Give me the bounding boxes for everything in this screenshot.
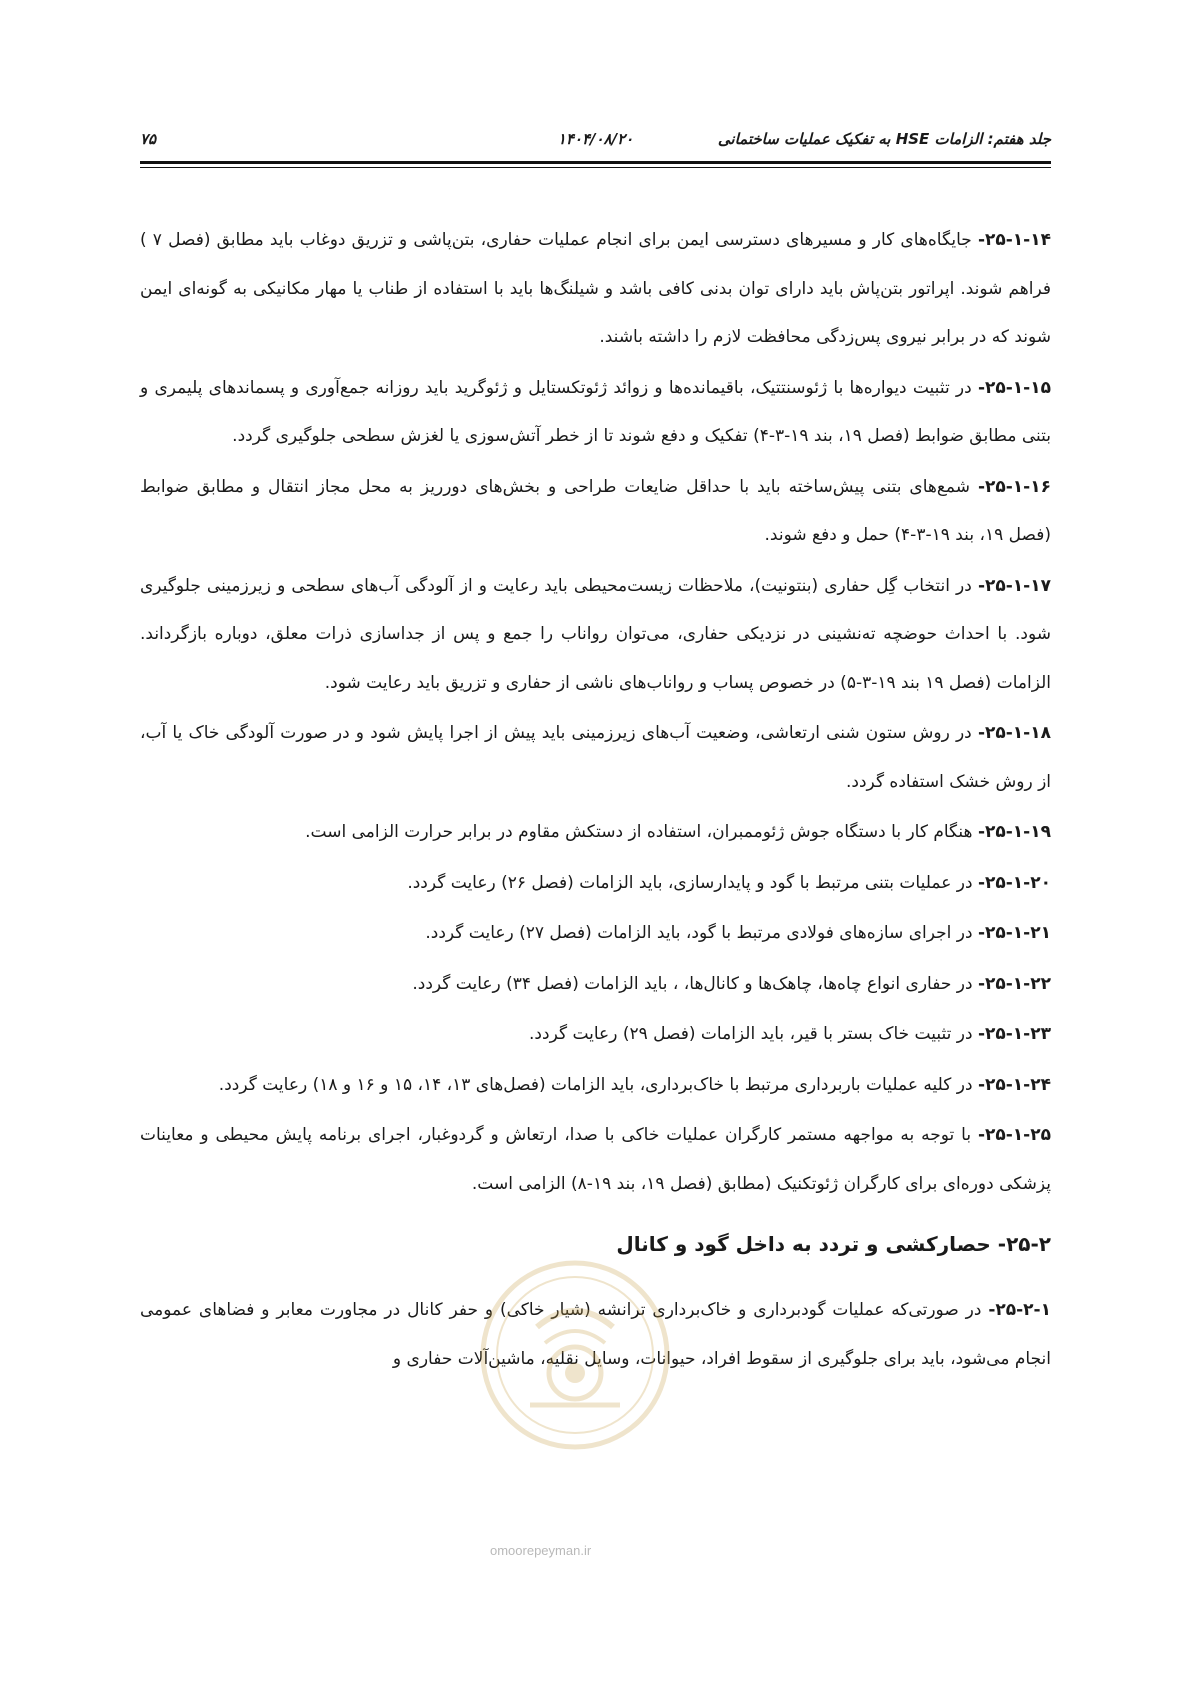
clause-number: ۲۵-۱-۲۴-: [977, 1074, 1051, 1095]
section-heading: ۲۵-۲- حصارکشی و تردد به داخل گود و کانال: [616, 1232, 1051, 1256]
clause-number: ۲۵-۱-۲۵-: [977, 1125, 1051, 1145]
clause-number: ۲۵-۱-۱۶-: [977, 476, 1051, 497]
paragraph-25-1-22: [140, 960, 1051, 1009]
clause-text: شمع‌های بتنی پیش‌ساخته باید با حداقل ضایعات طراحی و بخش‌های دورریز به محل مجاز انتقال و مطابق ضوابط (فصل ۱۹، بند ۱۹-۳-۴) حمل و دفع شوند.: [140, 476, 1051, 545]
paragraph-25-1-20: [140, 859, 1051, 908]
clause-text: با توجه به مواجهه مستمر کارگران عملیات خاکی با صدا، ارتعاش و گردوغبار، اجرای برنامه پایش محیطی و معاینات پزشکی دوره‌ای برای کارگران ژئوتکنیک (مطابق (فصل ۱۹، بند ۱۹-۸) الزامی است.: [140, 1125, 1051, 1194]
clause-text: در اجرای سازه‌های فولادی مرتبط با گود، باید الزامات (فصل ۲۷) رعایت گردد.: [425, 923, 978, 943]
paragraph-25-1-18: [140, 709, 1051, 806]
clause-number: ۲۵-۱-۱۷-: [977, 575, 1051, 596]
paragraph-25-1-24: [140, 1061, 1051, 1110]
document-body: [140, 216, 1051, 1385]
clause-number: ۲۵-۱-۲۱-: [977, 923, 1051, 943]
watermark-site-text: omoorepeyman.ir: [490, 1543, 592, 1558]
paragraph-25-1-19: [140, 808, 1051, 857]
clause-number: ۲۵-۱-۲۳-: [977, 1024, 1051, 1044]
clause-text: در صورتی‌که عملیات گودبرداری و خاک‌برداری ترانشه (شیار خاکی) و حفر کانال در مجاورت معابر و فضاهای عمومی انجام می‌شود، باید برای جلوگیری از سقوط افراد، حیوانات، وسایل نقلیه، ماشین‌آلات حفاری و: [140, 1300, 1051, 1369]
clause-number: ۲۵-۲-۱-: [988, 1300, 1051, 1320]
paragraph-25-2-1: [140, 1286, 1051, 1383]
header-rule-thin: [140, 167, 1051, 168]
clause-number: ۲۵-۱-۱۵-: [977, 377, 1051, 398]
clause-text: هنگام کار با دستگاه جوش ژئوممبران، استفاده از دستکش مقاوم در برابر حرارت الزامی است.: [305, 822, 978, 842]
clause-number: ۲۵-۱-۱۴-: [977, 230, 1051, 250]
clause-text: جایگاه‌های کار و مسیرهای دسترسی ایمن برای انجام عملیات حفاری، بتن‌پاشی و تزریق دوغاب باید مطابق (فصل ۷ ) فراهم شوند. اپراتور بتن‌پاش باید دارای توان بدنی کافی باشد و شیلنگ‌ها باید با استفاده از طناب یا مهار مکانیکی به گونه‌ای ایمن شوند که در برابر نیروی پس‌زدگی محافظت لازم را داشته باشند.: [140, 230, 1051, 347]
clause-text: در حفاری انواع چاه‌ها، چاهک‌ها و کانال‌ها، ، باید الزامات (فصل ۳۴) رعایت گردد.: [412, 973, 978, 994]
clause-text: در تثبیت دیواره‌ها با ژئوسنتتیک، باقیمانده‌ها و زوائد ژئوتکستایل و ژئوگرید باید روزانه جمع‌آوری و پسماندهای پلیمری و بتنی مطابق ضوابط (فصل ۱۹، بند ۱۹-۳-۴) تفکیک و دفع شوند تا از خطر آتش‌سوزی یا لغزش سطحی جلوگیری گردد.: [140, 377, 1051, 446]
clause-number: ۲۵-۱-۱۸-: [977, 723, 1051, 743]
clause-text: در کلیه عملیات باربرداری مرتبط با خاک‌برداری، باید الزامات (فصل‌های ۱۳، ۱۴، ۱۵ و ۱۶ و ۱۸) رعایت گردد.: [218, 1074, 978, 1095]
clause-text: در تثبیت خاک بستر با قیر، باید الزامات (فصل ۲۹) رعایت گردد.: [529, 1024, 978, 1044]
clause-text: در روش ستون شنی ارتعاشی، وضعیت آب‌های زیرزمینی باید پیش از اجرا پایش شود و در صورت آلودگی خاک یا آب، از روش خشک استفاده گردد.: [140, 723, 1051, 792]
clause-number: ۲۵-۱-۲۲-: [977, 973, 1051, 994]
header-date: ۱۴۰۴/۰۸/۲۰: [557, 130, 634, 148]
clause-number: ۲۵-۱-۲۰-: [977, 872, 1051, 893]
paragraph-25-1-21: [140, 909, 1051, 958]
clause-text: در انتخاب گِل حفاری (بنتونیت)، ملاحظات زیست‌محیطی باید رعایت و از آلودگی آب‌های سطحی و زیرزمینی جلوگیری شود. با احداث حوضچه ته‌نشینی در نزدیکی حفاری، می‌توان رواناب را جمع و پس از جداسازی ذرات معلق، دوباره بازگرداند. الزامات (فصل ۱۹ بند ۱۹-۳-۵) در خصوص پساب و رواناب‌های ناشی از حفاری و تزریق باید رعایت شود.: [140, 575, 1051, 693]
clause-number: ۲۵-۱-۱۹-: [977, 822, 1051, 842]
paragraph-25-1-16: [140, 463, 1051, 560]
paragraph-25-1-25: [140, 1111, 1051, 1208]
paragraph-25-1-23: [140, 1010, 1051, 1059]
page-header: [140, 126, 1051, 156]
paragraph-25-1-14: [140, 216, 1051, 362]
header-title: جلد هفتم: الزامات HSE به تفکیک عملیات ساختمانی: [717, 130, 1051, 148]
paragraph-25-1-17: [140, 562, 1051, 708]
header-rule: [140, 161, 1051, 164]
clause-text: در عملیات بتنی مرتبط با گود و پایدارسازی، باید الزامات (فصل ۲۶) رعایت گردد.: [407, 872, 978, 893]
paragraph-25-1-15: [140, 364, 1051, 461]
page-number: ۷۵: [140, 130, 157, 148]
